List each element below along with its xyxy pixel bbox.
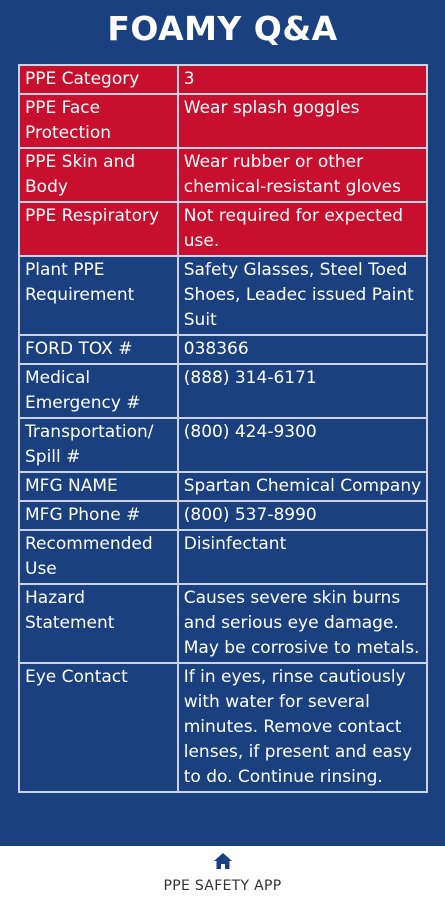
row-label: Eye Contact <box>19 663 178 792</box>
row-value: Safety Glasses, Steel Toed Shoes, Leadec issued Paint Suit <box>178 256 427 335</box>
row-value: (800) 424-9300 <box>178 418 427 472</box>
table-row <box>19 663 427 792</box>
row-label: MFG NAME <box>19 472 178 501</box>
home-icon[interactable] <box>213 852 233 870</box>
row-value: Disinfectant <box>178 530 427 584</box>
table-row <box>19 472 427 501</box>
row-value: Not required for expected use. <box>178 202 427 256</box>
table-row <box>19 335 427 364</box>
table-row <box>19 418 427 472</box>
table-row <box>19 364 427 418</box>
table-row <box>19 501 427 530</box>
row-label: Transportation/ Spill # <box>19 418 178 472</box>
row-value: If in eyes, rinse cautiously with water for several minutes. Remove contact lenses, if present and easy to do. Continue rinsing. <box>178 663 427 792</box>
row-label: PPE Respiratory <box>19 202 178 256</box>
row-value: Wear rubber or other chemical-resistant gloves <box>178 148 427 202</box>
bottom-nav <box>0 846 445 900</box>
row-label: MFG Phone # <box>19 501 178 530</box>
qa-table-container[interactable] <box>18 64 428 846</box>
row-label: PPE Category <box>19 65 178 94</box>
table-row <box>19 202 427 256</box>
table-row <box>19 94 427 148</box>
row-value: 038366 <box>178 335 427 364</box>
row-label: Medical Emergency # <box>19 364 178 418</box>
row-value: Spartan Chemical Company <box>178 472 427 501</box>
row-label: PPE Face Protection <box>19 94 178 148</box>
page-title: FOAMY Q&A <box>107 8 338 48</box>
row-label: Hazard Statement <box>19 584 178 663</box>
table-row <box>19 148 427 202</box>
app-header <box>0 0 445 56</box>
row-value: (888) 314-6171 <box>178 364 427 418</box>
row-value: 3 <box>178 65 427 94</box>
row-value: (800) 537-8990 <box>178 501 427 530</box>
table-row <box>19 256 427 335</box>
row-value: Wear splash goggles <box>178 94 427 148</box>
row-value: Causes severe skin burns and serious eye damage. May be corrosive to metals. <box>178 584 427 663</box>
table-row <box>19 584 427 663</box>
table-row <box>19 530 427 584</box>
row-label: Recommended Use <box>19 530 178 584</box>
qa-table <box>18 64 428 793</box>
row-label: Plant PPE Requirement <box>19 256 178 335</box>
app-name-label: PPE SAFETY APP <box>163 878 282 894</box>
table-row <box>19 65 427 94</box>
row-label: FORD TOX # <box>19 335 178 364</box>
row-label: PPE Skin and Body <box>19 148 178 202</box>
